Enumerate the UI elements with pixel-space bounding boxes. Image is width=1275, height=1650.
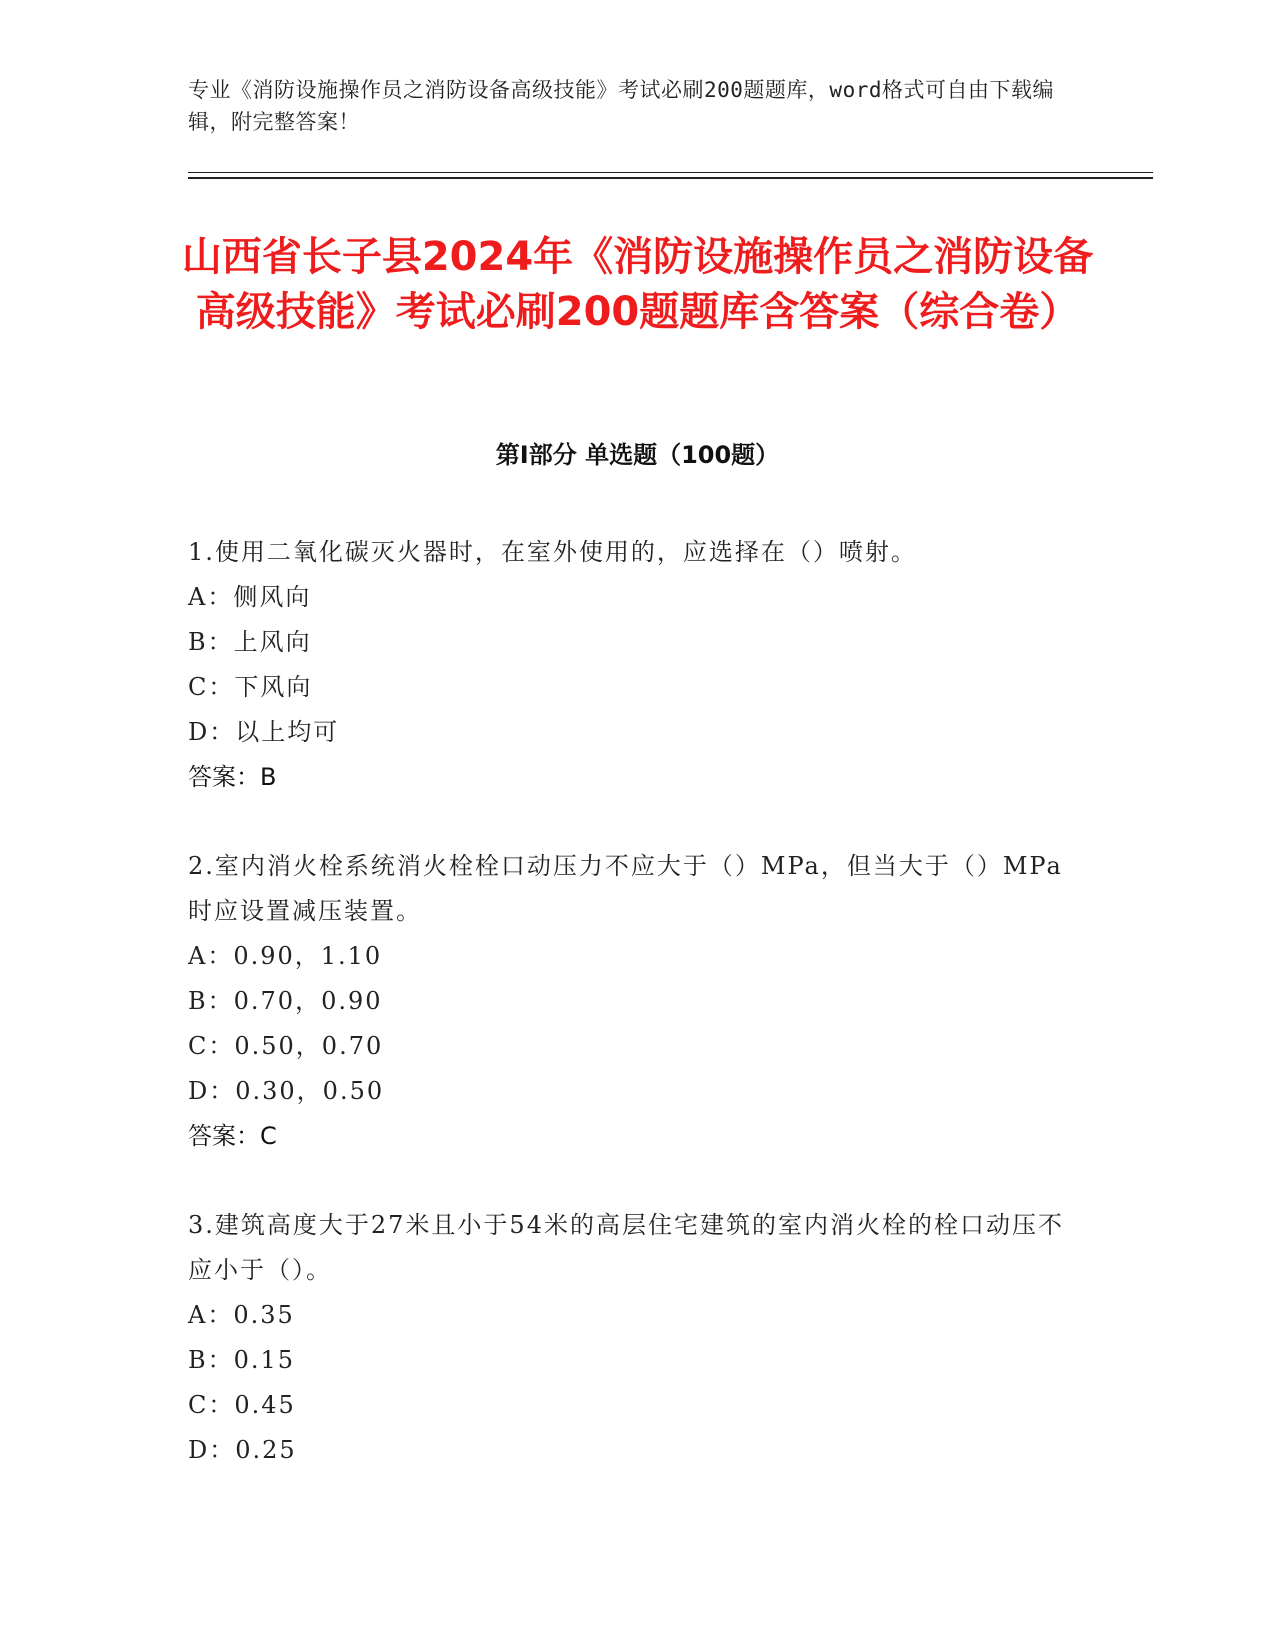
question-1 <box>188 530 1068 800</box>
option-b: B：0.70，0.90 <box>188 987 383 1015</box>
option-b: B：上风向 <box>188 628 312 656</box>
answer: 答案：B <box>188 763 277 791</box>
option-d: D：以上均可 <box>188 718 340 746</box>
header-note: 专业《消防设施操作员之消防设备高级技能》考试必刷200题题库，word格式可自由下载编辑，附完整答案！ <box>188 78 1054 134</box>
question-stem: 3.建筑高度大于27米且小于54米的高层住宅建筑的室内消火栓的栓口动压不应小于（）。 <box>188 1211 1064 1284</box>
question-stem: 2.室内消火栓系统消火栓栓口动压力不应大于（）MPa，但当大于（）MPa时应设置减压装置。 <box>188 852 1063 925</box>
option-d: D：0.30，0.50 <box>188 1077 385 1105</box>
option-c: C：0.50，0.70 <box>188 1032 384 1060</box>
answer: 答案：C <box>188 1122 277 1150</box>
option-a: A：0.35 <box>188 1301 295 1329</box>
option-c: C：0.45 <box>188 1391 296 1419</box>
option-b: B：0.15 <box>188 1346 296 1374</box>
option-d: D：0.25 <box>188 1436 297 1464</box>
question-3 <box>188 1203 1068 1473</box>
header-divider-thin <box>188 172 1153 173</box>
document-title: 山西省长子县2024年《消防设施操作员之消防设备高级技能》考试必刷200题题库含答案（综合卷） <box>181 234 1094 335</box>
question-list <box>188 530 1068 1517</box>
option-a: A：侧风向 <box>188 583 312 611</box>
option-c: C：下风向 <box>188 673 313 701</box>
section-title: 第Ⅰ部分 单选题（100题） <box>495 441 780 469</box>
header-divider-thick <box>188 177 1153 179</box>
question-2 <box>188 844 1068 1159</box>
option-a: A：0.90，1.10 <box>188 942 383 970</box>
question-stem: 1.使用二氧化碳灭火器时，在室外使用的，应选择在（）喷射。 <box>188 538 917 566</box>
